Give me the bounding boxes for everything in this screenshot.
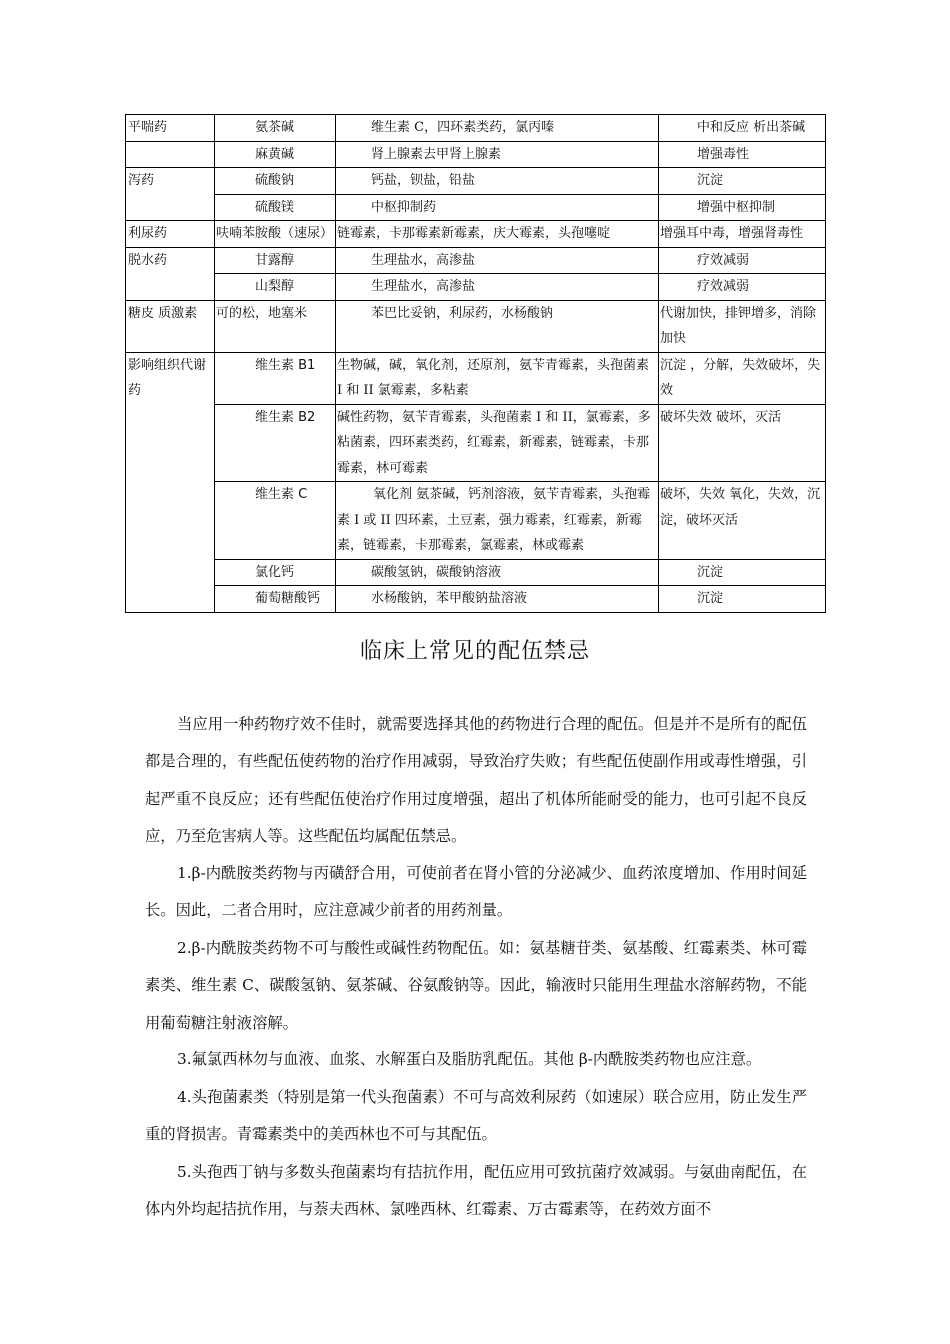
- category-cell: 利尿药: [126, 221, 215, 248]
- drug-cell: 山梨醇: [215, 274, 336, 301]
- incompatible-cell: 苯巴比妥钠，利尿药，水杨酸钠: [336, 300, 659, 352]
- result-cell: 中和反应 析出茶碱: [659, 115, 826, 142]
- incompatible-cell: 生理盐水，高渗盐: [336, 274, 659, 301]
- incompatible-cell: 维生素 C，四环素类药，氯丙嗪: [336, 115, 659, 142]
- drug-cell: 甘露醇: [215, 247, 336, 274]
- drug-cell: 氨茶碱: [215, 115, 336, 142]
- drug-cell: 维生素 B2: [215, 404, 336, 482]
- drug-cell: 维生素 B1: [215, 352, 336, 404]
- table-row: [126, 274, 826, 301]
- drug-cell: 硫酸钠: [215, 168, 336, 195]
- result-cell: 疗效减弱: [659, 247, 826, 274]
- table-row: [126, 141, 826, 168]
- category-cell: [126, 404, 215, 482]
- result-cell: 增强毒性: [659, 141, 826, 168]
- drug-cell: 可的松，地塞米: [215, 300, 336, 352]
- result-cell: 代谢加快，排钾增多，消除加快: [659, 300, 826, 352]
- category-cell: [126, 194, 215, 221]
- drug-cell: 麻黄碱: [215, 141, 336, 168]
- incompatible-cell: 碳酸氢钠，碳酸钠溶液: [336, 559, 659, 586]
- drug-cell: 葡萄糖酸钙: [215, 586, 336, 613]
- body-paragraph: 3.氟氯西林勿与血液、血浆、水解蛋白及脂肪乳配伍。其他 β-内酰胺类药物也应注意。: [177, 1050, 762, 1068]
- table-row: [126, 300, 826, 352]
- category-cell: 泻药: [126, 168, 215, 195]
- category-cell: [126, 141, 215, 168]
- table-row: [126, 221, 826, 248]
- incompatible-cell: 肾上腺素去甲肾上腺素: [336, 141, 659, 168]
- table-row: [126, 115, 826, 142]
- drug-incompatibility-table: [125, 114, 826, 613]
- table-row: [126, 247, 826, 274]
- category-cell: [126, 586, 215, 613]
- incompatible-cell: 链霉素，卡那霉素新霉素，庆大霉素，头孢噻啶: [336, 221, 659, 248]
- result-cell: 沉淀: [659, 586, 826, 613]
- result-cell: 破坏，失效 氧化，失效，沉淀，破坏灭活: [659, 482, 826, 560]
- table-row: [126, 404, 826, 482]
- body-paragraph: 5.头孢西丁钠与多数头孢菌素均有拮抗作用，配伍应用可致抗菌疗效减弱。与氨曲南配伍，在体内外均起拮抗作用，与萘夫西林、氯唑西林、红霉素、万古霉素等，在药效方面不: [145, 1163, 807, 1219]
- result-cell: 疗效减弱: [659, 274, 826, 301]
- category-cell: [126, 559, 215, 586]
- result-cell: 破坏失效 破坏，灭活: [659, 404, 826, 482]
- category-cell: 脱水药: [126, 247, 215, 274]
- result-cell: 沉淀 ，分解，失效破坏，失效: [659, 352, 826, 404]
- intro-paragraph: 当应用一种药物疗效不佳时，就需要选择其他的药物进行合理的配伍。但是并不是所有的配伍都是合理的，有些配伍使药物的治疗作用减弱，导致治疗失败；有些配伍使副作用或毒性增强，引起严重不良反应；还有些配伍使治疗作用过度增强，超出了机体所能耐受的能力，也可引起不良反应，乃至危害病人等。这些配伍均属配伍禁忌。: [145, 715, 807, 845]
- body-paragraph: 1.β-内酰胺类药物与丙磺舒合用，可使前者在肾小管的分泌减少、血药浓度增加、作用时间延长。因此，二者合用时，应注意减少前者的用药剂量。: [145, 864, 807, 920]
- table-row: [126, 482, 826, 560]
- table-row: [126, 586, 826, 613]
- incompatible-cell: 水杨酸钠，苯甲酸钠盐溶液: [336, 586, 659, 613]
- drug-cell: 维生素 C: [215, 482, 336, 560]
- result-cell: 沉淀: [659, 559, 826, 586]
- drug-cell: 呋喃苯胺酸（速尿）: [215, 221, 336, 248]
- body-paragraph: 4.头孢菌素类（特别是第一代头孢菌素）不可与高效利尿药（如速尿）联合应用，防止发生严重的肾损害。青霉素类中的美西林也不可与其配伍。: [145, 1088, 807, 1144]
- body-paragraph: 2.β-内酰胺类药物不可与酸性或碱性药物配伍。如：氨基糖苷类、氨基酸、红霉素类、林可霉素类、维生素 C、碳酸氢钠、氨茶碱、谷氨酸钠等。因此，输液时只能用生理盐水溶解药物，不能用葡萄糖注射液溶解。: [145, 939, 807, 1032]
- incompatible-cell: 钙盐，钡盐，铅盐: [336, 168, 659, 195]
- incompatible-cell: 生物碱，碱，氧化剂，还原剂，氨苄青霉素，头孢菌素 I 和 II 氯霉素，多粘素: [336, 352, 659, 404]
- result-cell: 沉淀: [659, 168, 826, 195]
- table-row: [126, 352, 826, 404]
- incompatible-cell: 中枢抑制药: [336, 194, 659, 221]
- drug-cell: 硫酸镁: [215, 194, 336, 221]
- table-row: [126, 168, 826, 195]
- drug-cell: 氯化钙: [215, 559, 336, 586]
- result-cell: 增强中枢抑制: [659, 194, 826, 221]
- category-cell: [126, 274, 215, 301]
- page-title: 临床上常见的配伍禁忌: [359, 639, 590, 664]
- result-cell: 增强耳中毒，增强肾毒性: [659, 221, 826, 248]
- category-cell: 糖皮 质激素: [126, 300, 215, 352]
- incompatible-cell: 氧化剂 氨茶碱，钙剂溶液，氨苄青霉素，头孢霉素 I 或 II 四环素，土豆素，强力霉素，红霉素，新霉素，链霉素，卡那霉素，氯霉素，林或霉素: [336, 482, 659, 560]
- category-cell: [126, 482, 215, 560]
- incompatible-cell: 碱性药物，氨苄青霉素，头孢菌素 I 和 II，氯霉素，多粘菌素，四环素类药，红霉素，新霉素，链霉素，卡那霉素，林可霉素: [336, 404, 659, 482]
- incompatible-cell: 生理盐水，高渗盐: [336, 247, 659, 274]
- table-row: [126, 194, 826, 221]
- category-cell: 影响组织代谢药: [126, 352, 215, 404]
- table-row: [126, 559, 826, 586]
- category-cell: 平喘药: [126, 115, 215, 142]
